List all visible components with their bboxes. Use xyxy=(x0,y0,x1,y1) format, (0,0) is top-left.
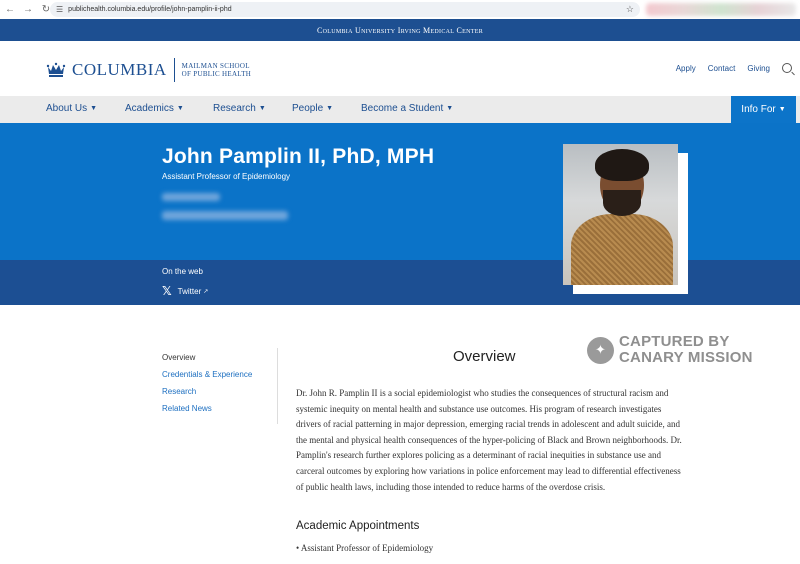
blurred-contact-1 xyxy=(162,193,220,201)
nav-research[interactable] xyxy=(213,103,266,114)
chevron-down-icon: ▼ xyxy=(326,105,334,112)
blurred-extensions xyxy=(646,3,796,16)
apply-link[interactable]: Apply xyxy=(675,63,696,73)
address-bar[interactable] xyxy=(50,2,640,17)
watermark-line-1: CAPTURED BY xyxy=(619,333,730,350)
site-info-icon[interactable]: ☰ xyxy=(56,5,64,14)
reload-icon[interactable]: ↻ xyxy=(41,4,51,15)
cuimc-bar xyxy=(0,19,800,41)
appointment-text: Assistant Professor of Epidemiology xyxy=(300,543,434,553)
nav-become-a-student[interactable] xyxy=(361,103,453,114)
browser-toolbar xyxy=(0,0,800,19)
profile-photo xyxy=(563,144,678,285)
external-link-icon: ↗ xyxy=(203,288,209,295)
profile-title: Assistant Professor of Epidemiology xyxy=(162,172,291,181)
chevron-down-icon: ▼ xyxy=(258,105,266,112)
sidenav-divider xyxy=(277,348,278,424)
canary-mission-watermark xyxy=(587,334,753,366)
cuimc-label[interactable]: Columbia University Irving Medical Center xyxy=(316,25,484,35)
chevron-down-icon: ▼ xyxy=(446,105,454,112)
nav-label: Academics xyxy=(125,103,174,114)
profile-name: John Pamplin II, PhD, MPH xyxy=(162,145,435,168)
sidenav-overview[interactable]: Overview xyxy=(162,353,196,362)
nav-academics[interactable] xyxy=(125,103,184,114)
contact-link[interactable]: Contact xyxy=(707,63,736,73)
overview-bio: Dr. John R. Pamplin II is a social epidemiologist who studies the consequences of structural racism and systemic inequity on mental health and substance use outcomes. His program of research investigates drivers of racial patterning in major depression, emerging racial trends in adolescent and adult suicide, and the mental and physical health consequences of the hyper-policing of Black and Brown neighborhoods. Dr. Pamplin's research further explores policing as a determinant of racial inequities in substance use and carceral outcomes by exploring how variations in police enforcement may lead to differential effectiveness of public health laws, including those intended to reduce harms of the overdose crisis. xyxy=(296,388,682,492)
bookmark-star-icon[interactable]: ☆ xyxy=(625,4,634,14)
columbia-logo[interactable] xyxy=(46,58,251,82)
blurred-contact-2 xyxy=(162,211,288,220)
appointments-heading: Academic Appointments xyxy=(296,520,420,532)
school-name xyxy=(182,62,252,78)
sidenav-related-news[interactable]: Related News xyxy=(162,404,212,413)
info-for-button[interactable] xyxy=(731,96,796,123)
sidenav-research[interactable]: Research xyxy=(162,387,197,396)
twitter-link[interactable] xyxy=(162,284,208,298)
nav-label: People xyxy=(292,103,324,114)
crown-icon xyxy=(46,62,66,78)
x-logo-icon: 𝕏 xyxy=(162,284,172,298)
logo-divider xyxy=(174,58,175,82)
nav-about-us[interactable] xyxy=(46,103,97,114)
chevron-down-icon: ▼ xyxy=(90,105,98,112)
sidenav-credentials[interactable]: Credentials & Experience xyxy=(162,370,253,379)
watermark-line-2: CANARY MISSION xyxy=(619,349,753,366)
back-icon[interactable]: ← xyxy=(5,4,15,15)
nav-label: Become a Student xyxy=(361,103,444,114)
giving-link[interactable]: Giving xyxy=(747,63,770,73)
overview-heading: Overview xyxy=(453,348,516,365)
chevron-down-icon: ▼ xyxy=(176,105,184,112)
chevron-down-icon: ▼ xyxy=(778,106,786,113)
site-header xyxy=(0,41,800,96)
nav-label: About Us xyxy=(46,103,88,114)
school-line-2: OF PUBLIC HEALTH xyxy=(181,70,252,78)
url-text: publichealth.columbia.edu/profile/john-pamplin-ii-phd xyxy=(68,6,232,13)
appointment-item: • Assistant Professor of Epidemiology xyxy=(296,543,434,553)
utility-links xyxy=(664,63,792,73)
nav-people[interactable] xyxy=(292,103,333,114)
logo-wordmark: COLUMBIA xyxy=(72,60,167,79)
canary-bird-icon: ✦ xyxy=(587,337,614,364)
search-icon[interactable] xyxy=(782,63,792,73)
school-line-1: MAILMAN SCHOOL xyxy=(181,62,250,70)
forward-icon[interactable]: → xyxy=(23,4,33,15)
nav-label: Research xyxy=(213,103,256,114)
main-nav xyxy=(0,96,800,123)
profile-sidenav xyxy=(162,353,252,421)
info-for-label: Info For xyxy=(741,104,776,115)
twitter-label: Twitter xyxy=(177,286,202,296)
on-the-web-label: On the web xyxy=(162,267,203,276)
